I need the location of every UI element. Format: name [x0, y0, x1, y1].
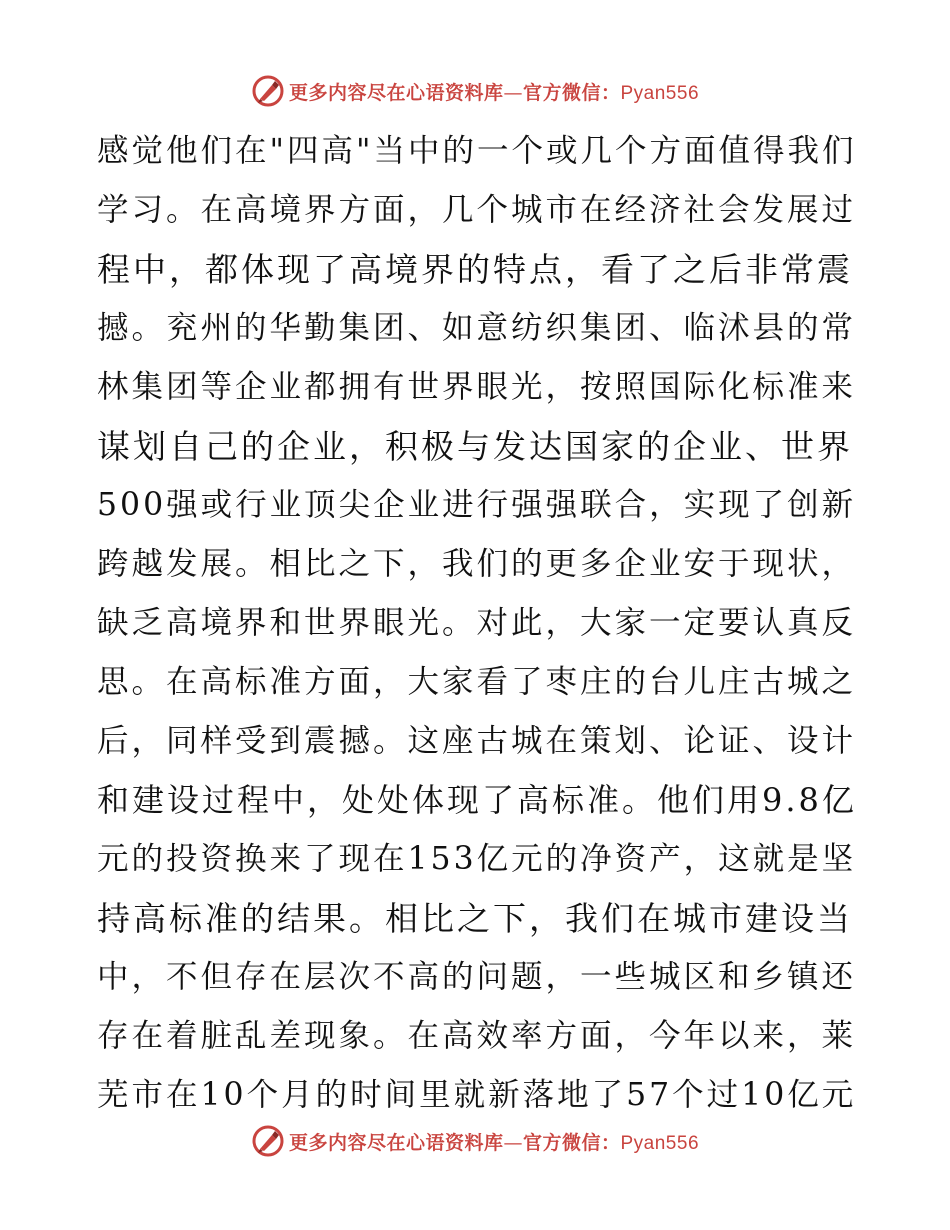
body-line: 撼。兖州的华勤集团、如意纺织集团、临沭县的常 — [97, 310, 857, 346]
body-line: 和建设过程中，处处体现了高标准。他们用9.8亿 — [97, 781, 857, 819]
body-line: 持高标准的结果。相比之下，我们在城市建设当 — [97, 899, 853, 938]
body-line: 跨越发展。相比之下，我们的更多企业安于现状， — [97, 546, 857, 582]
pen-logo-icon — [251, 1124, 285, 1158]
watermark-text: 更多内容尽在心语资料库—官方微信：Pyan556 — [288, 1131, 700, 1154]
watermark-text: 更多内容尽在心语资料库—官方微信：Pyan556 — [288, 81, 700, 104]
body-line: 缺乏高境界和世界眼光。对此，大家一定要认真反 — [97, 605, 857, 641]
body-line: 中，不但存在层次不高的问题，一些城区和乡镇还 — [97, 959, 857, 995]
body-line: 500强或行业顶尖企业进行强强联合，实现了创新 — [97, 487, 857, 523]
footer-watermark — [0, 1121, 950, 1161]
body-line: 谋划自己的企业，积极与发达国家的企业、世界 — [97, 427, 853, 466]
body-line: 学习。在高境界方面，几个城市在经济社会发展过 — [97, 192, 857, 228]
body-line: 后，同样受到震撼。这座古城在策划、论证、设计 — [97, 723, 857, 759]
body-line: 元的投资换来了现在153亿元的净资产，这就是坚 — [97, 841, 857, 877]
body-line: 林集团等企业都拥有世界眼光，按照国际化标准来 — [97, 369, 857, 405]
body-line: 芜市在10个月的时间里就新落地了57个过10亿元 — [97, 1077, 857, 1113]
body-line: 感觉他们在"四高"当中的一个或几个方面值得我们 — [97, 133, 857, 169]
body-line: 思。在高标准方面，大家看了枣庄的台儿庄古城之 — [97, 664, 857, 700]
body-line: 程中，都体现了高境界的特点，看了之后非常震 — [97, 250, 853, 289]
pen-logo-icon — [251, 74, 285, 108]
document-body — [97, 122, 857, 1125]
body-line: 存在着脏乱差现象。在高效率方面，今年以来，莱 — [97, 1018, 857, 1054]
header-watermark — [0, 71, 950, 111]
